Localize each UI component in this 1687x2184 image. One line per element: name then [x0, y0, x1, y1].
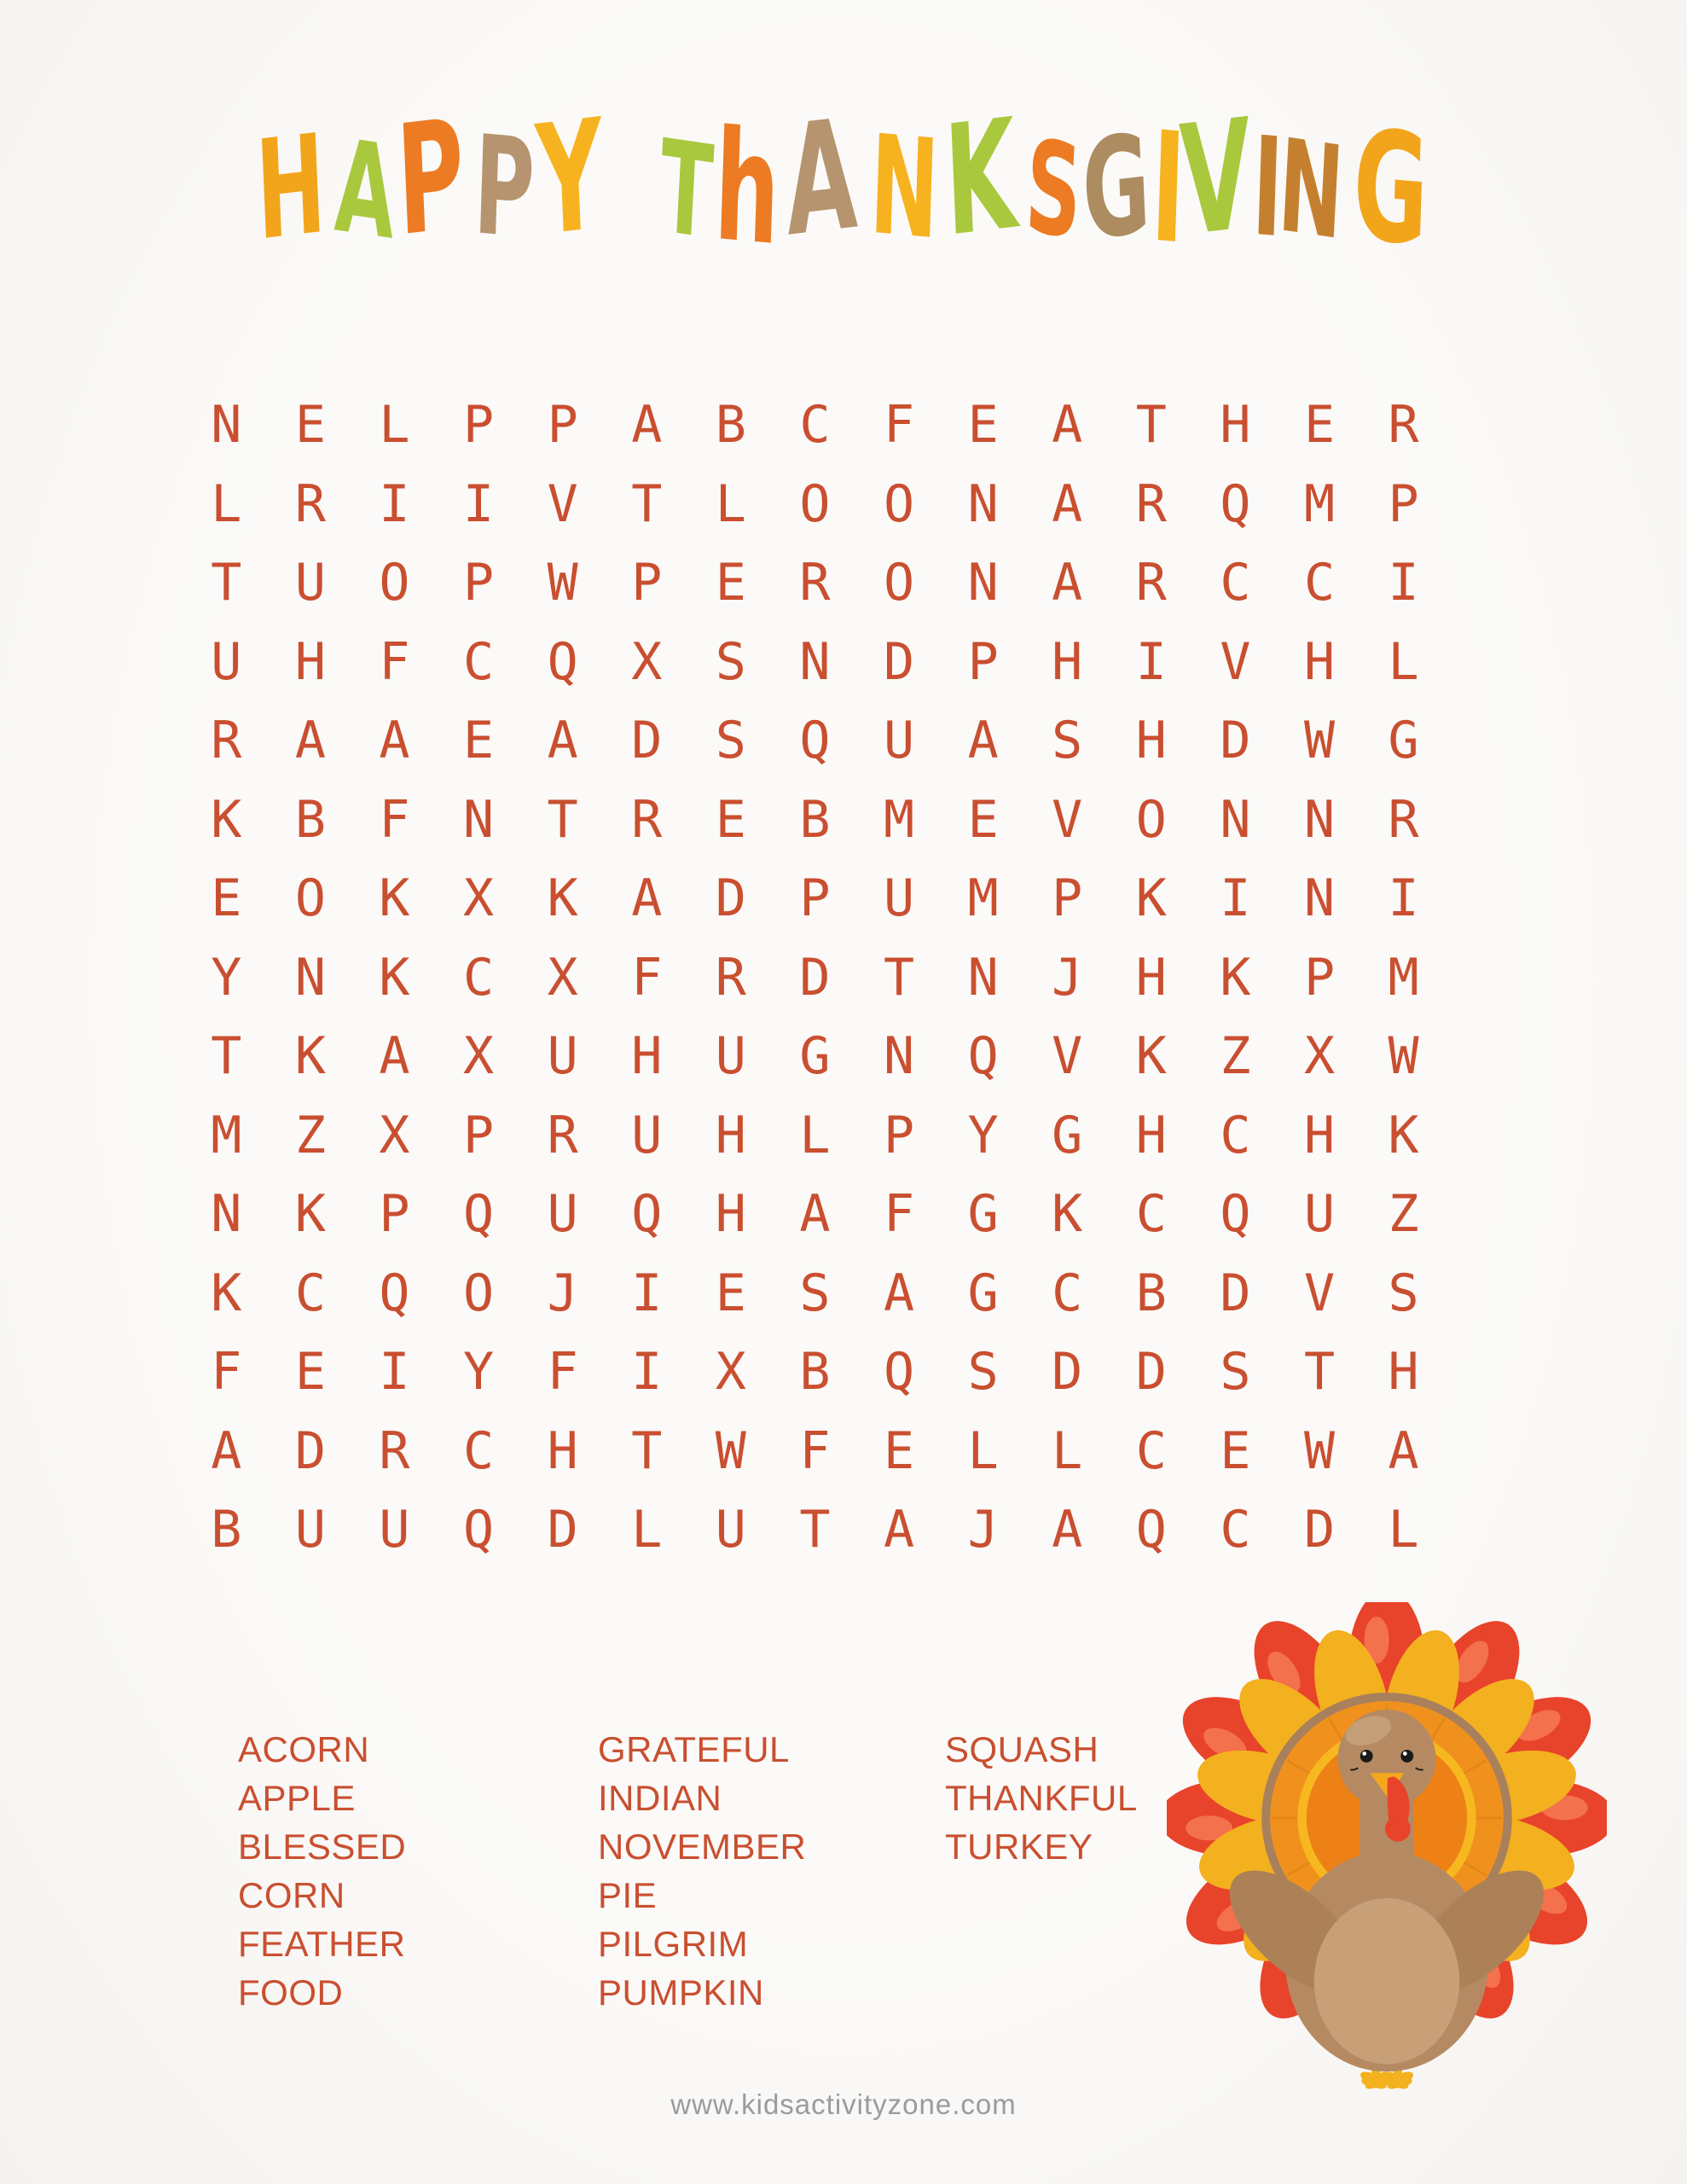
word-list-item: TURKEY [945, 1827, 1093, 1867]
grid-cell: L [967, 1420, 999, 1481]
word-list-item: FEATHER [238, 1924, 406, 1964]
grid-cell: A [294, 711, 326, 771]
grid-cell: I [1388, 553, 1419, 613]
grid-cell: A [211, 1420, 242, 1481]
grid-cell: R [799, 553, 831, 613]
grid-cell: M [1388, 947, 1419, 1008]
title-letter: A [332, 112, 399, 269]
grid-cell: C [294, 1263, 326, 1323]
word-list-item: PIE [598, 1875, 658, 1915]
grid-cell: P [463, 1105, 495, 1165]
grid-cell: O [463, 1263, 495, 1323]
grid-cell: R [211, 711, 242, 771]
grid-cell: A [799, 1184, 831, 1245]
grid-cell: J [967, 1500, 999, 1560]
grid-cell: L [1388, 631, 1419, 692]
grid-cell: L [379, 395, 410, 456]
grid-cell: S [799, 1263, 831, 1323]
grid-cell: W [547, 553, 578, 613]
grid-cell: O [294, 868, 326, 929]
grid-cell: R [1135, 473, 1167, 534]
title-letter: A [781, 85, 860, 270]
title-letter: G [1079, 103, 1154, 271]
grid-cell: Q [1135, 1500, 1167, 1560]
grid-cell: H [294, 631, 326, 692]
grid-cell: Q [379, 1263, 410, 1323]
grid-cell: N [1220, 789, 1251, 850]
grid-cell: U [1303, 1184, 1336, 1245]
grid-cell: N [967, 473, 999, 534]
grid-cell: C [1220, 553, 1251, 613]
title-letter: S [1022, 112, 1086, 269]
grid-cell: E [1220, 1420, 1251, 1481]
grid-cell: G [799, 1026, 831, 1087]
grid-cell: Z [294, 1105, 326, 1165]
grid-cell: D [799, 947, 831, 1008]
grid-cell: M [211, 1105, 242, 1165]
word-search-grid [184, 386, 1446, 1570]
grid-cell: F [631, 947, 663, 1008]
grid-cell: O [1135, 789, 1167, 850]
grid-cell: O [799, 473, 831, 534]
title-letter: N [1275, 112, 1348, 270]
grid-cell: Q [1220, 473, 1251, 534]
grid-cell: I [631, 1263, 663, 1323]
grid-cell: Y [211, 947, 242, 1008]
grid-cell: R [1388, 395, 1419, 456]
grid-cell: H [1135, 947, 1167, 1008]
grid-cell: H [715, 1184, 746, 1245]
word-list-item: PILGRIM [598, 1924, 749, 1964]
grid-cell: K [211, 1263, 242, 1323]
grid-cell: U [715, 1500, 746, 1560]
grid-cell: N [967, 553, 999, 613]
grid-cell: T [883, 947, 915, 1008]
grid-cell: W [1303, 1420, 1336, 1481]
grid-cell: P [883, 1105, 915, 1165]
grid-cell: C [463, 947, 495, 1008]
grid-cell: N [799, 631, 831, 692]
title-letter: H [252, 103, 328, 271]
grid-cell: C [1135, 1420, 1167, 1481]
grid-cell: B [1135, 1263, 1167, 1323]
grid-cell: X [547, 947, 578, 1008]
grid-cell: R [631, 789, 663, 850]
grid-cell: K [211, 789, 242, 850]
grid-cell: Y [967, 1105, 999, 1165]
grid-cell: E [967, 789, 999, 850]
grid-cell: K [379, 947, 410, 1008]
grid-cell: B [294, 789, 326, 850]
grid-cell: F [211, 1342, 242, 1403]
grid-cell: L [631, 1500, 663, 1560]
grid-cell: Y [463, 1342, 495, 1403]
grid-cell: F [799, 1420, 831, 1481]
grid-cell: E [463, 711, 495, 771]
title-letter: P [471, 105, 536, 270]
title-letter: I [1249, 106, 1285, 269]
grid-cell: O [883, 553, 915, 613]
grid-cell: O [883, 473, 915, 534]
grid-cell: A [883, 1500, 915, 1560]
word-list-column [238, 1725, 406, 2017]
grid-cell: K [294, 1184, 326, 1245]
grid-cell: A [967, 711, 999, 771]
grid-cell: A [631, 395, 663, 456]
grid-cell: C [463, 1420, 495, 1481]
grid-cell: J [1052, 947, 1083, 1008]
turkey-illustration [1167, 1602, 1607, 2097]
grid-cell: D [883, 631, 915, 692]
grid-cell: E [715, 789, 746, 850]
grid-cell: E [294, 395, 326, 456]
grid-cell: N [463, 789, 495, 850]
grid-cell: S [1388, 1263, 1419, 1323]
grid-cell: U [631, 1105, 663, 1165]
grid-cell: D [1220, 1263, 1251, 1323]
grid-cell: P [379, 1184, 410, 1245]
grid-cell: E [294, 1342, 326, 1403]
grid-cell: L [1052, 1420, 1083, 1481]
grid-cell: T [211, 1026, 242, 1087]
grid-cell: H [1303, 631, 1336, 692]
grid-cell: Q [883, 1342, 915, 1403]
grid-cell: Q [463, 1184, 495, 1245]
grid-cell: D [1303, 1500, 1336, 1560]
grid-cell: A [883, 1263, 915, 1323]
turkey-belly [1314, 1898, 1460, 2064]
grid-cell: H [631, 1026, 663, 1087]
grid-cell: T [631, 473, 663, 534]
grid-cell: F [379, 789, 410, 850]
grid-cell: Z [1388, 1184, 1419, 1245]
grid-cell: A [547, 711, 578, 771]
grid-cell: K [1388, 1105, 1419, 1165]
grid-cell: Q [463, 1500, 495, 1560]
grid-cell: Q [799, 711, 831, 771]
grid-cell: I [1135, 631, 1167, 692]
title-letter: G [1350, 96, 1431, 280]
grid-cell: G [1388, 711, 1419, 771]
grid-cell: X [463, 868, 495, 929]
grid-cell: P [799, 868, 831, 929]
grid-cell: O [379, 553, 410, 613]
grid-cell: V [1220, 631, 1251, 692]
grid-cell: C [799, 395, 831, 456]
page-title [0, 85, 1687, 280]
grid-cell: S [715, 711, 746, 771]
grid-cell: P [1388, 473, 1419, 534]
grid-cell: H [1220, 395, 1251, 456]
title-letter: h [711, 96, 783, 280]
grid-cell: C [463, 631, 495, 692]
grid-cell: C [1220, 1105, 1251, 1165]
grid-cell: H [1303, 1105, 1336, 1165]
title-letter: Y [533, 85, 606, 270]
grid-cell: P [463, 395, 495, 456]
grid-cell: E [211, 868, 242, 929]
grid-cell: P [1052, 868, 1083, 929]
footer-url: www.kidsactivityzone.com [670, 2088, 1017, 2120]
grid-cell: A [379, 711, 410, 771]
grid-cell: R [547, 1105, 578, 1165]
grid-cell: K [547, 868, 578, 929]
grid-cell: D [294, 1420, 326, 1481]
grid-cell: D [1135, 1342, 1167, 1403]
word-list-item: CORN [238, 1875, 345, 1915]
grid-cell: A [1388, 1420, 1419, 1481]
title-letter: K [942, 85, 1020, 270]
grid-cell: I [463, 473, 495, 534]
title-letter: N [867, 104, 942, 270]
grid-cell: D [715, 868, 746, 929]
grid-cell: S [1220, 1342, 1251, 1403]
grid-cell: B [799, 1342, 831, 1403]
grid-cell: M [967, 868, 999, 929]
grid-cell: U [883, 711, 915, 771]
grid-cell: U [294, 553, 326, 613]
grid-cell: S [1052, 711, 1083, 771]
grid-cell: I [1388, 868, 1419, 929]
grid-cell: R [1135, 553, 1167, 613]
grid-cell: R [294, 473, 326, 534]
word-list-item: THANKFUL [945, 1778, 1138, 1818]
grid-cell: T [799, 1500, 831, 1560]
grid-cell: X [631, 631, 663, 692]
grid-cell: I [1220, 868, 1251, 929]
grid-cell: K [1135, 1026, 1167, 1087]
grid-cell: U [211, 631, 242, 692]
grid-cell: B [211, 1500, 242, 1560]
grid-cell: W [1388, 1026, 1419, 1087]
word-list-item: ACORN [238, 1729, 370, 1769]
title-space [618, 111, 648, 113]
grid-cell: L [799, 1105, 831, 1165]
grid-cell: L [211, 473, 242, 534]
grid-cell: S [967, 1342, 999, 1403]
grid-cell: G [967, 1263, 999, 1323]
grid-cell: A [1052, 395, 1083, 456]
word-list-item: APPLE [238, 1778, 356, 1818]
grid-cell: Q [967, 1026, 999, 1087]
grid-cell: F [883, 395, 915, 456]
grid-cell: U [294, 1500, 326, 1560]
grid-cell: B [715, 395, 746, 456]
grid-cell: R [379, 1420, 410, 1481]
grid-cell: H [715, 1105, 746, 1165]
grid-cell: N [967, 947, 999, 1008]
grid-cell: B [799, 789, 831, 850]
grid-cell: T [1303, 1342, 1336, 1403]
grid-cell: G [1052, 1105, 1083, 1165]
grid-cell: T [547, 789, 578, 850]
grid-cell: N [294, 947, 326, 1008]
grid-cell: D [547, 1500, 578, 1560]
grid-cell: M [883, 789, 915, 850]
grid-cell: X [715, 1342, 746, 1403]
grid-cell: K [379, 868, 410, 929]
grid-cell: Q [547, 631, 578, 692]
grid-cell: W [1303, 711, 1336, 771]
grid-cell: N [211, 1184, 242, 1245]
grid-cell: T [631, 1420, 663, 1481]
grid-cell: P [631, 553, 663, 613]
word-list-column [945, 1725, 1138, 1871]
word-list-item: INDIAN [598, 1778, 722, 1818]
grid-cell: I [631, 1342, 663, 1403]
grid-cell: T [211, 553, 242, 613]
grid-cell: H [1388, 1342, 1419, 1403]
grid-cell: H [1135, 1105, 1167, 1165]
grid-cell: H [1135, 711, 1167, 771]
word-list-item: PUMPKIN [598, 1972, 764, 2013]
word-list-column [598, 1725, 806, 2017]
grid-cell: U [715, 1026, 746, 1087]
grid-cell: I [379, 473, 410, 534]
grid-cell: N [1303, 789, 1336, 850]
word-list-item: SQUASH [945, 1729, 1099, 1769]
grid-cell: K [294, 1026, 326, 1087]
grid-cell: C [1052, 1263, 1083, 1323]
grid-cell: E [883, 1420, 915, 1481]
grid-cell: C [1220, 1500, 1251, 1560]
grid-cell: C [1303, 553, 1336, 613]
grid-cell: P [463, 553, 495, 613]
grid-cell: H [1052, 631, 1083, 692]
grid-cell: V [1303, 1263, 1336, 1323]
grid-cell: R [715, 947, 746, 1008]
grid-cell: E [715, 1263, 746, 1323]
grid-cell: H [547, 1420, 578, 1481]
grid-cell: A [379, 1026, 410, 1087]
grid-cell: J [547, 1263, 578, 1323]
title-letter: T [656, 113, 716, 269]
grid-cell: N [1303, 868, 1336, 929]
grid-cell: M [1303, 473, 1336, 534]
grid-cell: P [1303, 947, 1336, 1008]
grid-cell: S [715, 631, 746, 692]
grid-cell: D [1220, 711, 1251, 771]
grid-cell: N [211, 395, 242, 456]
grid-cell: U [547, 1026, 578, 1087]
word-list-item: GRATEFUL [598, 1729, 790, 1769]
grid-cell: U [379, 1500, 410, 1560]
grid-cell: Q [631, 1184, 663, 1245]
grid-cell: N [883, 1026, 915, 1087]
grid-cell: A [1052, 1500, 1083, 1560]
grid-cell: K [1135, 868, 1167, 929]
grid-cell: V [1052, 789, 1083, 850]
title-letter: V [1177, 85, 1255, 270]
grid-cell: P [547, 395, 578, 456]
grid-cell: E [967, 395, 999, 456]
grid-cell: F [379, 631, 410, 692]
grid-cell: P [967, 631, 999, 692]
grid-cell: A [1052, 473, 1083, 534]
grid-cell: Z [1220, 1026, 1251, 1087]
grid-cell: K [1220, 947, 1251, 1008]
grid-cell: G [967, 1184, 999, 1245]
grid-cell: Q [1220, 1184, 1251, 1245]
grid-cell: L [1388, 1500, 1419, 1560]
word-list-item: FOOD [238, 1972, 344, 2013]
grid-cell: V [547, 473, 578, 534]
grid-cell: V [1052, 1026, 1083, 1087]
grid-cell: A [1052, 553, 1083, 613]
grid-cell: L [715, 473, 746, 534]
grid-cell: C [1135, 1184, 1167, 1245]
grid-cell: W [715, 1420, 746, 1481]
grid-cell: F [547, 1342, 578, 1403]
grid-cell: X [1303, 1026, 1336, 1087]
word-list-item: NOVEMBER [598, 1827, 807, 1867]
turkey-eye-right [1400, 1750, 1413, 1763]
grid-cell: R [1388, 789, 1419, 850]
grid-cell: T [1135, 395, 1167, 456]
turkey-eye-left [1360, 1750, 1373, 1763]
grid-cell: X [379, 1105, 410, 1165]
title-letter: I [1148, 98, 1188, 278]
grid-cell: E [1303, 395, 1336, 456]
grid-cell: D [1052, 1342, 1083, 1403]
grid-cell: A [631, 868, 663, 929]
grid-cell: D [631, 711, 663, 771]
grid-cell: I [379, 1342, 410, 1403]
grid-cell: K [1052, 1184, 1083, 1245]
grid-cell: E [715, 553, 746, 613]
grid-cell: X [463, 1026, 495, 1087]
grid-cell: F [883, 1184, 915, 1245]
grid-cell: U [547, 1184, 578, 1245]
word-list-item: BLESSED [238, 1827, 407, 1867]
title-letter: P [393, 85, 468, 270]
grid-cell: U [883, 868, 915, 929]
